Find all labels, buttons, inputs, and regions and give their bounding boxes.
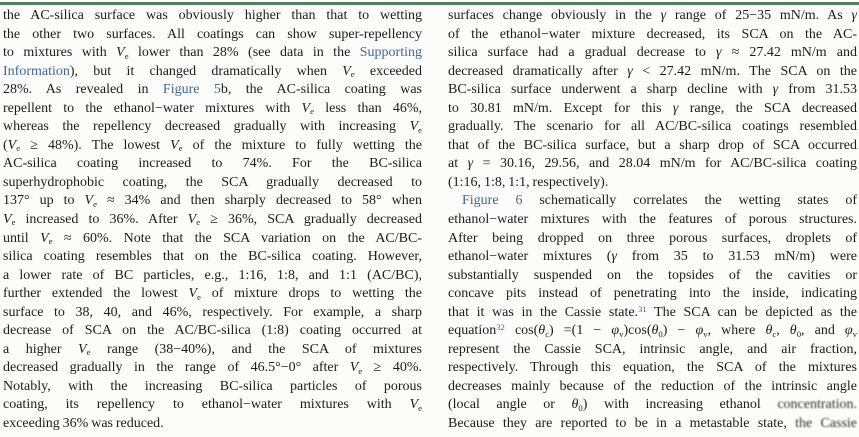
text-line: a lower rate of BC particles, e.g., 1:16, 1:8, and 1:1 (AC/BC), [3, 267, 422, 283]
reference-link[interactable]: Figure 6 [462, 193, 523, 209]
text-line: ethanol−water mixtures (γ from 35 to 31.53 mN/m) were [448, 249, 857, 265]
text-line: Information), but it changed dramatically when $V_e$ exceeded [3, 63, 422, 80]
text-line: until $V_e \approx 60\%$. Note that the SCA variation on the AC/BC- [3, 230, 422, 246]
text-line: that it was in the Cassie state.$^{31}$ The SCA can be depicted as the [448, 303, 857, 320]
text-line: After being dropped on three porous surfaces, droplets of [448, 230, 857, 246]
text-line: repellent to the ethanol−water mixtures with $V_e$ less than 46%, [3, 100, 422, 117]
text-line: $V_e$ increased to 36%. After $V_e \ge 36\%$, SCA gradually decreased [3, 212, 422, 228]
text-line: at γ = 30.16, 29.56, and 28.04 mN/m for AC/BC-silica coating [448, 156, 857, 172]
text-line: Figure 6 schematically correlates the wetting states of [462, 193, 857, 209]
text-line: BC-silica surface underwent a sharp decline with γ from 31.53 [448, 82, 857, 98]
text-line: respectively. Through this equation, the SCA of the mixtures [448, 360, 857, 376]
text-line: ethanol−water mixtures with the features of porous structures. [448, 212, 857, 228]
text-line: represent the Cassie SCA, intrinsic angle, and air fraction, [448, 341, 857, 357]
text-line: (1:16, 1:8, 1:1, respectively). [448, 174, 609, 190]
text-line: silica surface had a gradual decrease to γ ≈ 27.42 mN/m and [448, 45, 857, 61]
text-line: exceeding 36% was reduced. [3, 416, 164, 432]
text-line: whereas the repellency decreased gradually with increasing $V_e$ [3, 119, 422, 135]
text-line: concave pits instead of penetrating into the inside, indicating [448, 286, 857, 302]
text-line: equation$^{32}$ $\cos(\theta_c) =(1 - \varphi_v)\cos(\theta_0) - \varphi_v$, where $\theta_c$, $\theta_0$, and $\varphi_v$ [448, 322, 857, 339]
text-line: the AC-silica surface was obviously higher than that to wetting [3, 8, 422, 23]
text-line: decreased gradually in the range of 46.5°−0° after $V_e \ge 40\%$. [3, 360, 422, 376]
reference-link[interactable]: Figure 5 [162, 82, 221, 98]
text-line: of the ethanol−water mixture decreased, its SCA on the AC- [448, 26, 857, 42]
reference-link[interactable]: 32 [496, 322, 505, 333]
text-line: gradually. The scenario for all AC/BC-silica coatings resembled [448, 119, 857, 135]
text-line: 137° up to $V_e \approx 34\%$ and then sharply decreased to 58° when [3, 193, 422, 209]
text-line: that of the BC-silica surface, but a sharp drop of SCA occurred [448, 137, 857, 153]
text-line: silica coating resembles that on the BC-silica coating. However, [3, 249, 422, 265]
text-line: to mixtures with $V_e$ lower than 28% (see data in the Supporting [3, 45, 422, 61]
text-line: surface to 38, 40, and 46%, respectively. For example, a sharp [3, 304, 422, 320]
section-divider-rule [0, 2, 859, 5]
left-text-column [3, 7, 422, 434]
text-line: the other two surfaces. All coatings can show super-repellency [3, 26, 422, 42]
reference-link[interactable]: 31 [638, 303, 647, 314]
reference-link[interactable]: Information [3, 63, 70, 79]
text-line: 28%. As revealed in Figure 5b, the AC-silica coating was [3, 82, 422, 98]
text-line: a higher $V_e$ range (38−40%), and the SCA of mixtures [3, 341, 422, 358]
text-line: decrease of SCA on the AC/BC-silica (1:8) coating occurred at [3, 323, 422, 339]
text-line: to 30.81 mN/m. Except for this γ range, the SCA decreased [448, 100, 857, 116]
text-line: substantially suspended on the topsides of the cavities or [448, 267, 857, 283]
text-line: coating, its repellency to ethanol−water mixtures with $V_e$ [3, 397, 422, 413]
text-line: AC-silica coating increased to 74%. For the BC-silica [3, 156, 422, 172]
text-line: further extended the lowest $V_e$ of mixture drops to wetting the [3, 286, 422, 302]
text-line: (local angle or $\theta_0$) with increasing ethanol concentration. [448, 397, 857, 413]
two-column-text-body [3, 7, 857, 434]
text-line: Notably, with the increasing BC-silica particles of porous [3, 378, 422, 394]
text-line: decreased dramatically after γ < 27.42 mN/m. The SCA on the [448, 63, 857, 79]
text-line: Because they are reported to be in a metastable state, the Cassie [448, 416, 857, 432]
reference-link[interactable]: Supporting [359, 45, 422, 61]
text-line: surfaces change obviously in the γ range of 25−35 mN/m. As γ [448, 8, 857, 23]
right-text-column [448, 7, 857, 434]
text-line: superhydrophobic coating, the SCA gradually decreased to [3, 174, 422, 190]
text-line: decreases mainly because of the reduction of the intrinsic angle [448, 378, 857, 394]
text-line: $(V_e \ge 48\%)$. The lowest $V_e$ of the mixture to fully wetting the [3, 137, 422, 154]
